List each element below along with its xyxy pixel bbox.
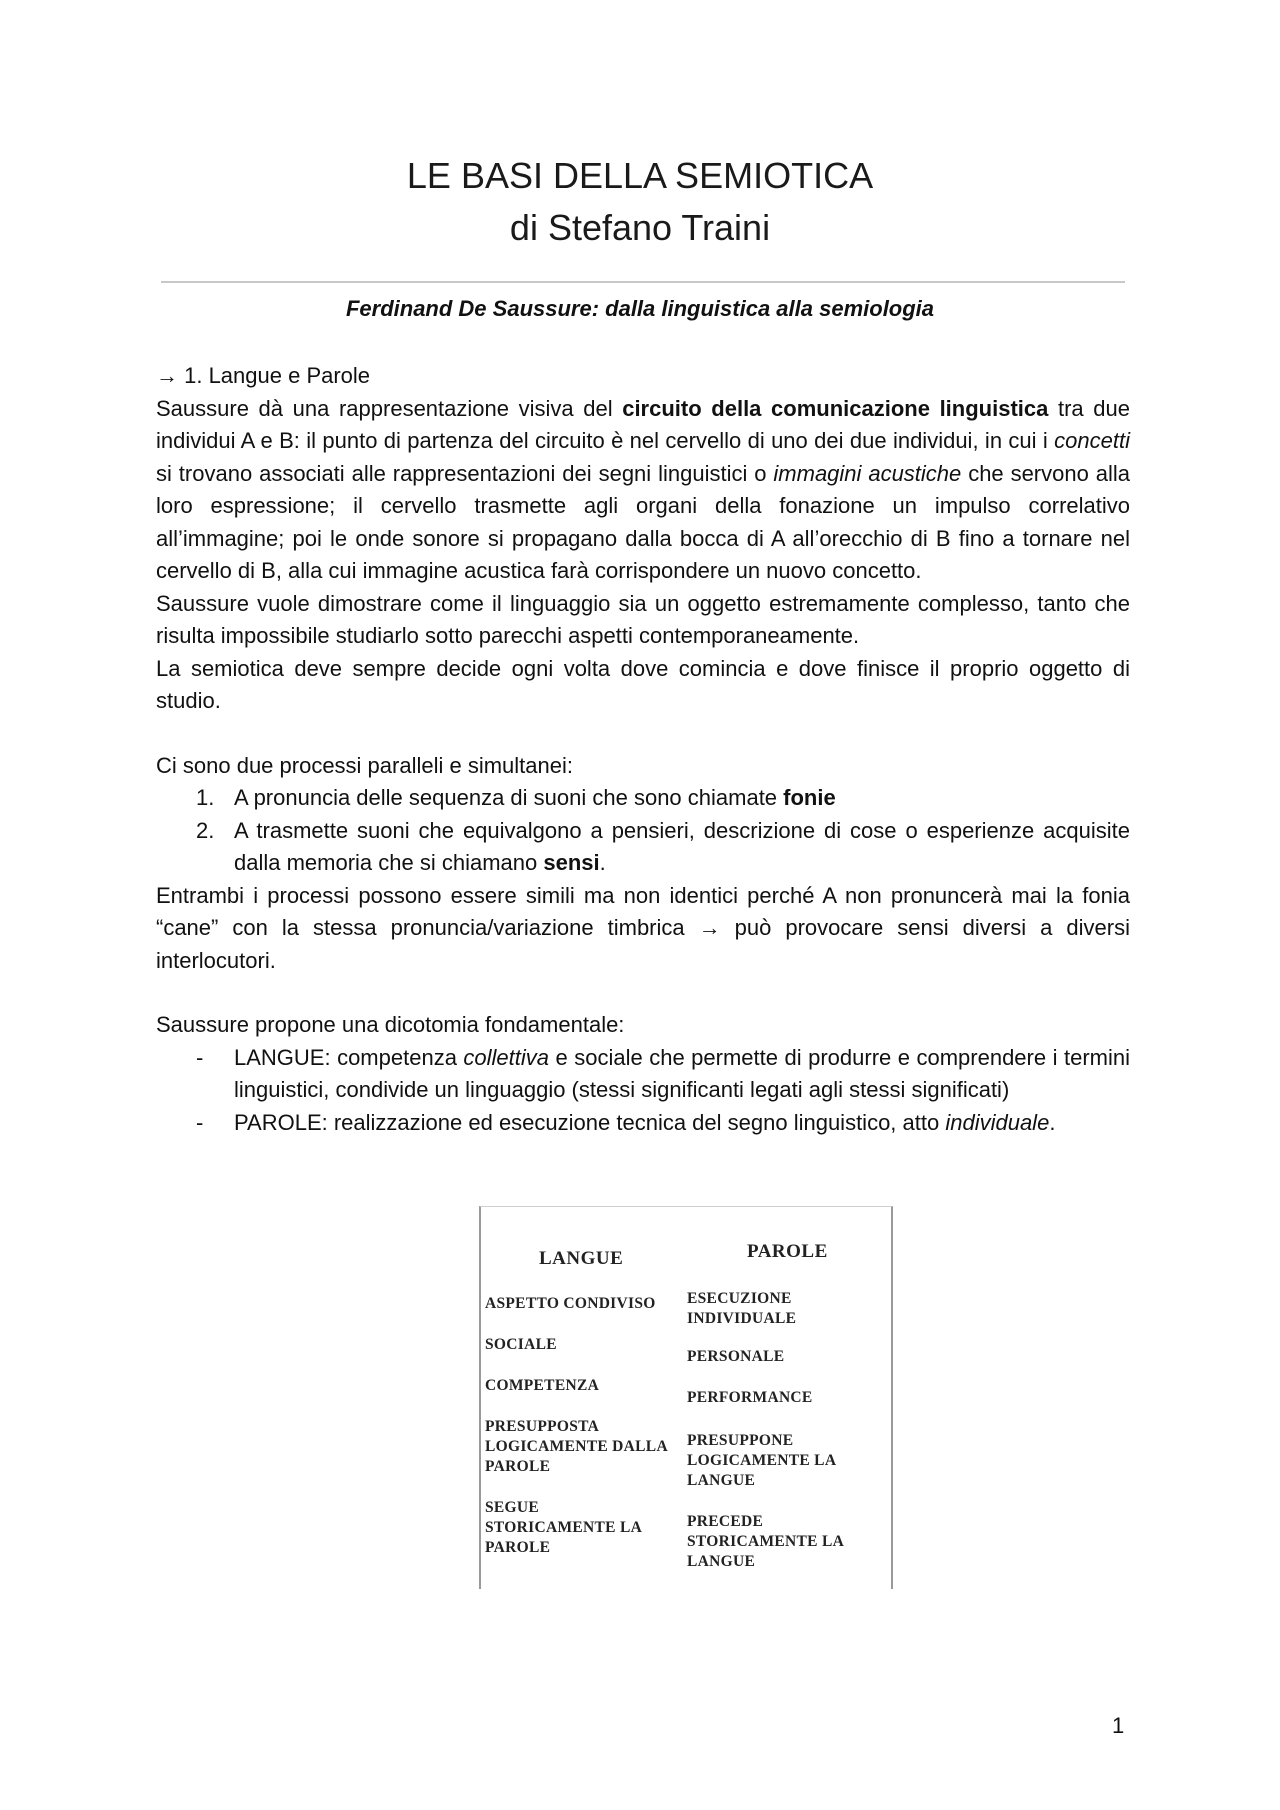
italic-term: concetti — [1054, 428, 1130, 453]
parole-item: PERSONALE — [687, 1348, 785, 1365]
list-item — [156, 815, 1130, 880]
paragraph-complexity: Saussure vuole dimostrare come il linguaggio sia un oggetto estremamente complesso, tanto che risulta impossibile studiarlo sotto parecchi aspetti contemporaneamente. — [156, 590, 1130, 648]
text-run: PAROLE: realizzazione ed esecuzione tecnica del segno linguistico, atto — [234, 1109, 946, 1135]
paragraph-gap — [156, 718, 1130, 750]
list-dash: - — [196, 1044, 204, 1070]
paragraph-gap — [156, 977, 1130, 1009]
italic-term: collettiva — [463, 1044, 550, 1070]
parole-item: PRECEDE STORICAMENTE LA LANGUE — [687, 1513, 844, 1570]
langue-item: SOCIALE — [485, 1336, 557, 1353]
dichotomy-list — [156, 1042, 1130, 1140]
bold-term: fonie — [783, 785, 836, 810]
dichotomy-intro: Saussure propone una dicotomia fondamentale: — [156, 1012, 625, 1037]
document-body — [156, 360, 1130, 1139]
processes-list — [156, 782, 1130, 880]
title-line-1: LE BASI DELLA SEMIOTICA — [406, 155, 874, 196]
parole-item: PRESUPPONE LOGICAMENTE LA LANGUE — [687, 1432, 836, 1489]
langue-item: COMPETENZA — [485, 1377, 600, 1394]
langue-item: ASPETTO CONDIVISO — [485, 1295, 656, 1312]
text-run: si trovano associati alle rappresentazioni dei segni linguistici o — [156, 460, 774, 486]
section-heading: → 1. Langue e Parole — [156, 363, 371, 388]
parole-item: ESECUZIONE INDIVIDUALE — [687, 1290, 797, 1327]
list-number: 2. — [196, 817, 215, 843]
paragraph-object-of-study: La semiotica deve sempre decide ogni volta dove comincia e dove finisce il proprio oggetto di studio. — [156, 655, 1130, 713]
list-item — [156, 1107, 1130, 1140]
list-dash: - — [196, 1109, 204, 1135]
parole-item: PERFORMANCE — [687, 1389, 813, 1406]
langue-parole-table-image — [479, 1206, 893, 1589]
text-run: . — [1049, 1109, 1056, 1135]
langue-header: LANGUE — [539, 1248, 624, 1269]
list-item — [156, 1042, 1130, 1107]
text-run: . — [599, 850, 606, 875]
text-run: A pronuncia delle sequenza di suoni che sono chiamate — [234, 785, 784, 810]
text-run: che servono alla loro espressione; il cervello trasmette agli organi della fonazione un impulso correlativo all’immagine; poi le onde sonore si propagano dalla bocca di A all’orecchio di B fino a tornare nel cervello di B, alla cui immagine acustica farà corrispondere un nuovo concetto. — [156, 460, 1130, 583]
title-line-2: di Stefano Traini — [509, 207, 771, 248]
text-run: tra due individui A e B: il punto di partenza del circuito è nel cervello di uno dei due individui, in cui i — [156, 395, 1130, 453]
langue-item: SEGUE STORICAMENTE LA PAROLE — [485, 1499, 642, 1556]
title-divider — [161, 281, 1125, 283]
list-item — [156, 782, 1130, 815]
bold-term: circuito della comunicazione linguistica — [622, 395, 1049, 421]
text-run: LANGUE: competenza — [234, 1044, 464, 1070]
italic-term: immagini acustiche — [773, 460, 962, 486]
text-run: A trasmette suoni che equivalgono a pensieri, descrizione di cose o esperienze acquisite dalla memoria che si chiamano — [234, 817, 1130, 875]
bold-term: sensi — [543, 850, 600, 875]
paragraph-fonia: Entrambi i processi possono essere simili ma non identici perché A non pronuncerà mai la fonia “cane” con la stessa pronuncia/variazione timbrica → può provocare sensi diversi a diversi interlocutori. — [156, 882, 1130, 973]
document-title — [0, 150, 1280, 254]
langue-item: PRESUPPOSTA LOGICAMENTE DALLA PAROLE — [485, 1418, 668, 1475]
paragraph-circuit — [156, 393, 1130, 588]
italic-term: individuale — [945, 1109, 1050, 1135]
parole-header: PAROLE — [747, 1241, 828, 1262]
processes-intro: Ci sono due processi paralleli e simultanei: — [156, 752, 573, 778]
text-run: Saussure dà una rappresentazione visiva del — [156, 395, 623, 421]
page-number: 1 — [1112, 1713, 1125, 1738]
section-subtitle: Ferdinand De Saussure: dalla linguistica alla semiologia — [345, 296, 935, 321]
text-run: e sociale che permette di produrre e comprendere i termini linguistici, condivide un linguaggio (stessi significanti legati agli stessi significati) — [234, 1044, 1130, 1102]
list-number: 1. — [196, 785, 215, 810]
